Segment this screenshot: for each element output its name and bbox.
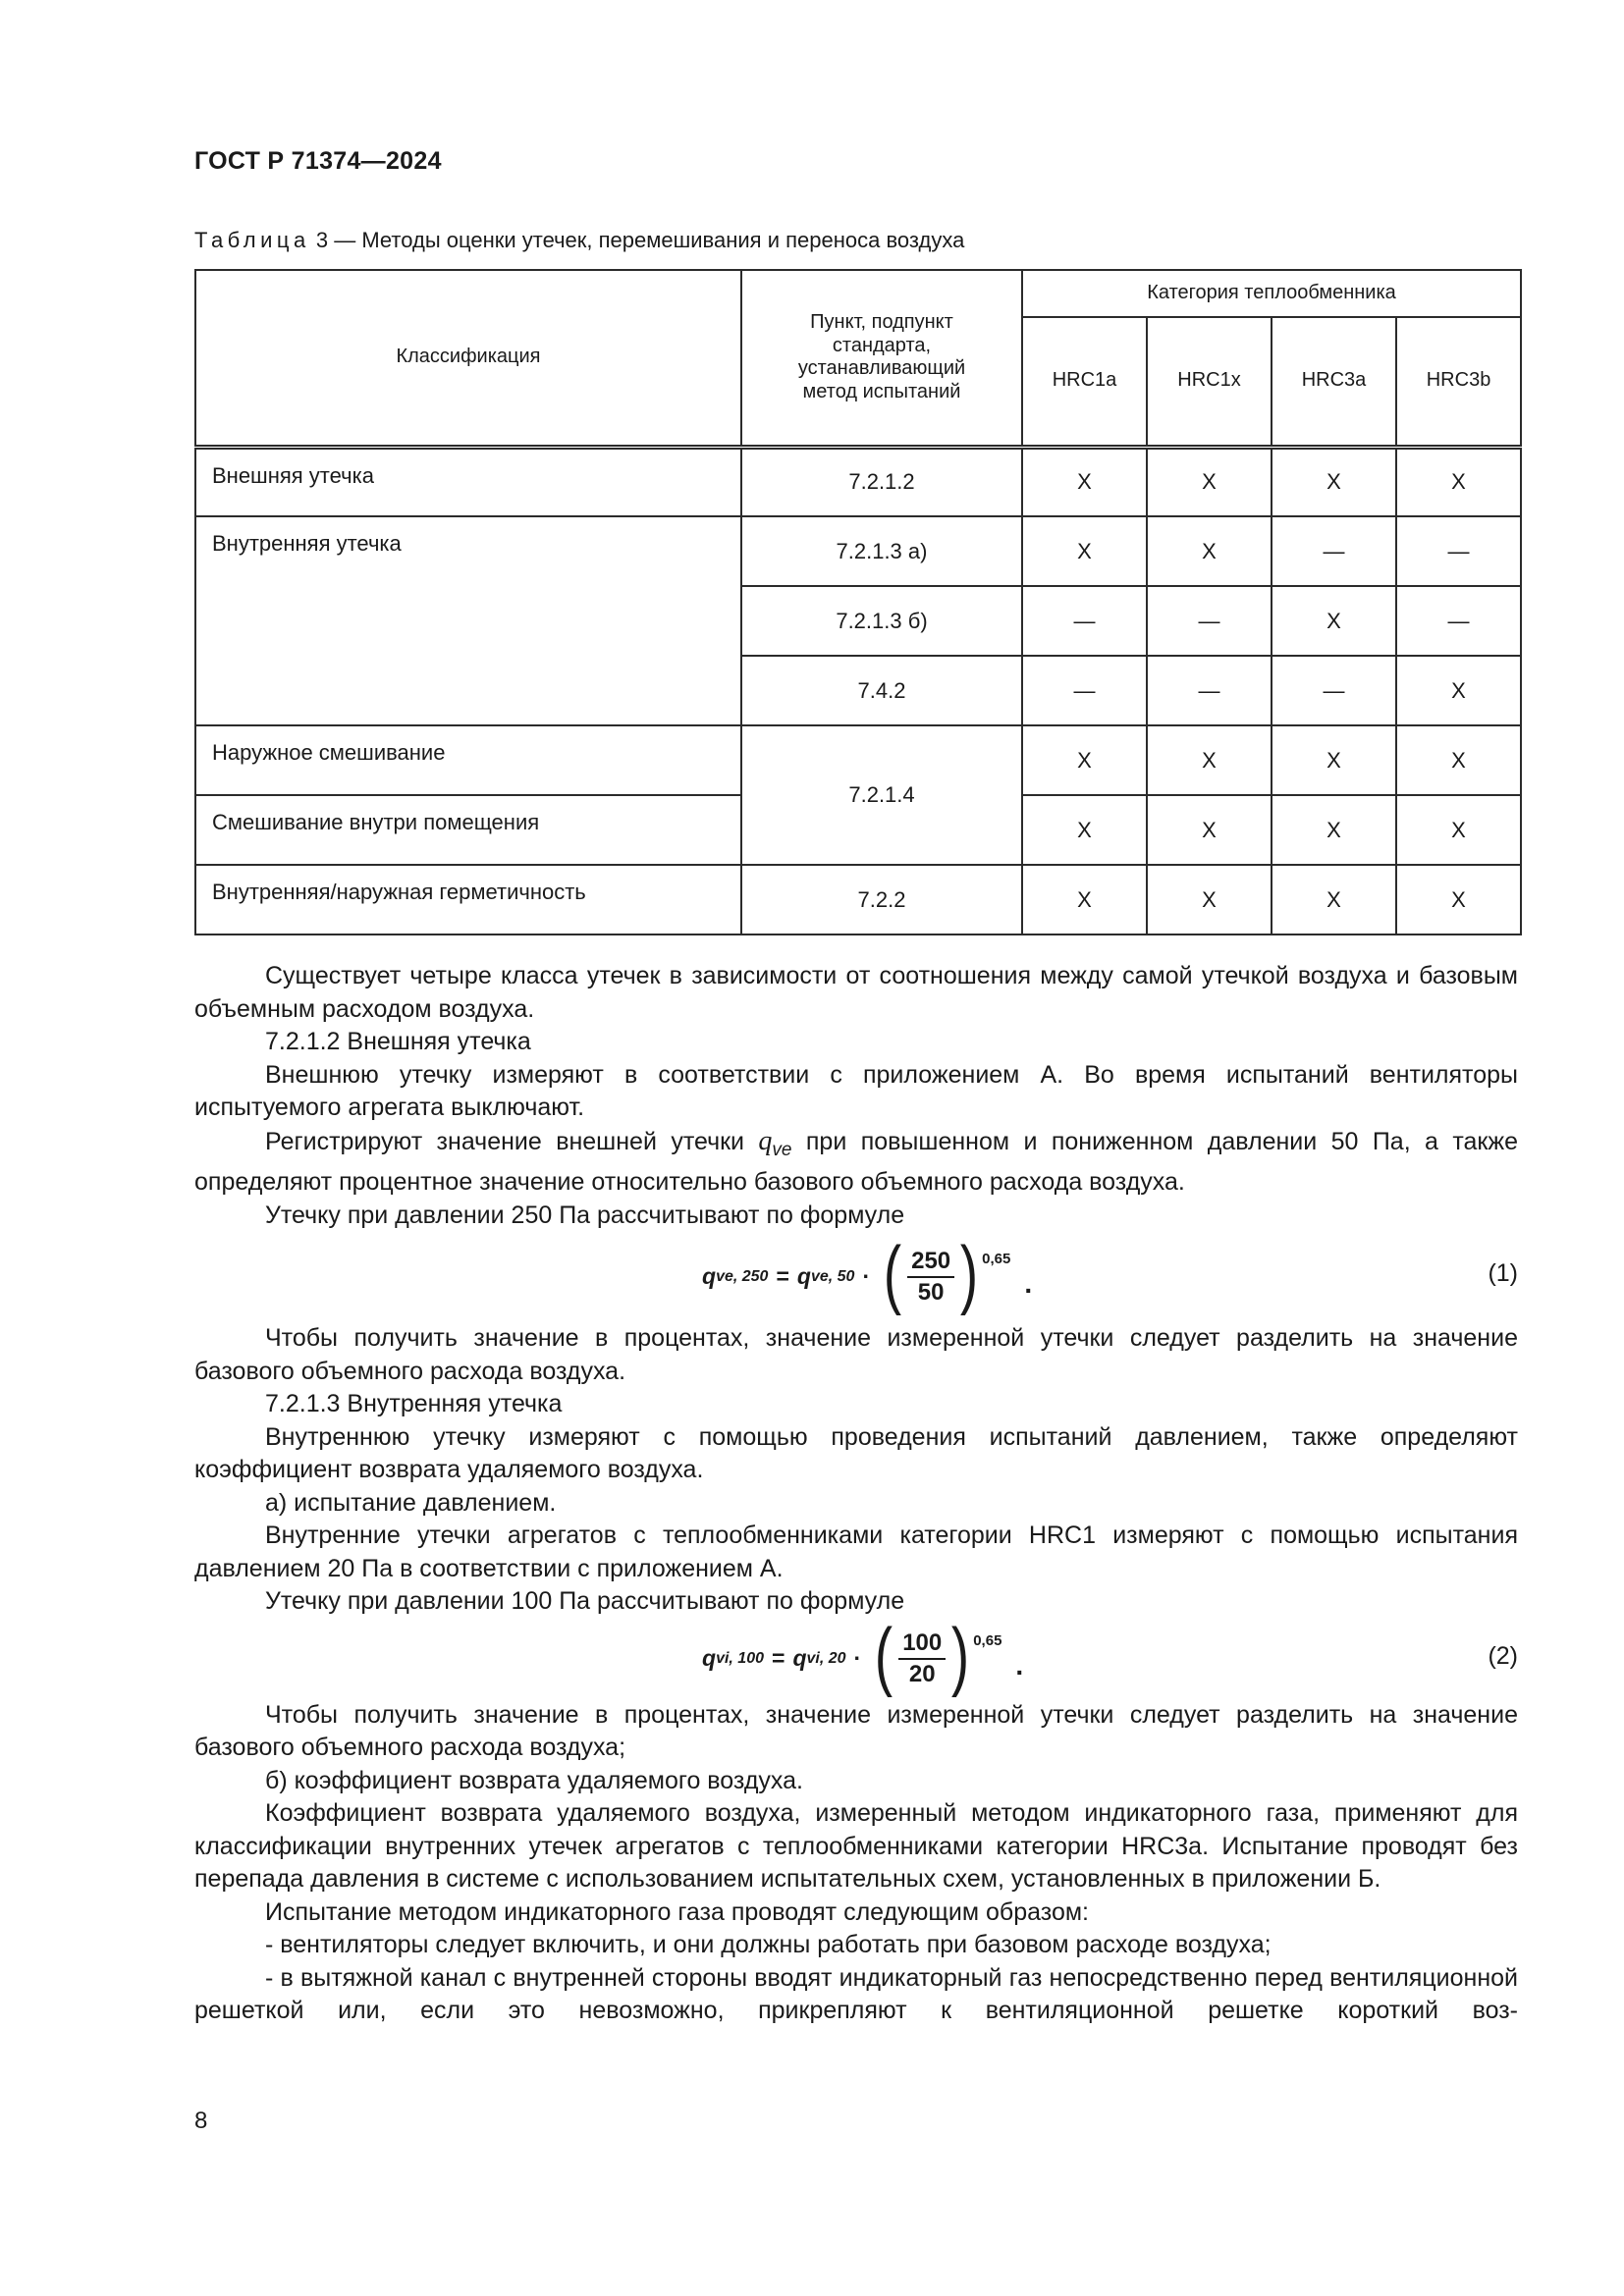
paragraph	[194, 1125, 1518, 1200]
formula-dot: ·	[862, 1263, 871, 1290]
formula-end: .	[1024, 1268, 1033, 1300]
row-mark: —	[1147, 656, 1272, 725]
body-text	[194, 960, 1518, 2028]
row-clause: 7.2.1.2	[741, 447, 1022, 516]
row-clause: 7.2.1.3 б)	[741, 586, 1022, 656]
row-mark: X	[1022, 795, 1147, 865]
section-heading: 7.2.1.3 Внутренняя утечка	[265, 1390, 563, 1417]
row-mark: X	[1272, 586, 1396, 656]
row-mark: X	[1272, 795, 1396, 865]
document-header: ГОСТ Р 71374—2024	[194, 147, 442, 175]
row-name: Внутренняя утечка	[195, 516, 741, 725]
fraction-denominator: 50	[917, 1279, 945, 1306]
section-heading: 7.2.1.2 Внешняя утечка	[265, 1028, 531, 1055]
row-mark: X	[1147, 865, 1272, 934]
list-item: - в вытяжной канал с внутренней стороны вводят индикаторный газ непосредственно перед вентиляционной решеткой или, если это невозможно, прикрепляют к вентиляционной решетке короткий воз-	[194, 1963, 1518, 2024]
row-mark: —	[1396, 586, 1521, 656]
header-hrc1a: HRC1a	[1022, 317, 1147, 447]
row-mark: X	[1022, 516, 1147, 586]
paragraph: Внутреннюю утечку измеряют с помощью проведения испытаний давлением, также определяют коэффициент возврата удаляемого воздуха.	[194, 1422, 1518, 1483]
header-category: Категория теплообменника	[1022, 270, 1521, 317]
table-caption-word: Таблица	[194, 228, 310, 252]
header-hrc3a: HRC3a	[1272, 317, 1396, 447]
row-name: Наружное смешивание	[195, 725, 741, 795]
paragraph: Чтобы получить значение в процентах, значение измеренной утечки следует разделить на значение базового объемного расхода воздуха;	[194, 1700, 1518, 1761]
formula-lhs: q	[702, 1263, 717, 1290]
formula-1	[194, 1232, 1518, 1322]
formula-lhs: q	[702, 1644, 717, 1671]
formula-fraction-group	[871, 1611, 1002, 1698]
row-name: Смешивание внутри помещения	[195, 795, 741, 865]
equation-number: (2)	[1488, 1641, 1518, 1670]
table-row	[195, 725, 1521, 795]
paragraph: б) коэффициент возврата удаляемого воздуха.	[265, 1766, 803, 1794]
table-row	[195, 447, 1521, 516]
formula-expression	[702, 1232, 1032, 1322]
table-caption-title: 3 — Методы оценки утечек, перемешивания и переноса воздуха	[309, 228, 965, 252]
row-mark: —	[1022, 656, 1147, 725]
paren-right: )	[951, 1611, 970, 1698]
row-mark: X	[1396, 865, 1521, 934]
header-hrc1x: HRC1x	[1147, 317, 1272, 447]
paragraph: Утечку при давлении 100 Па рассчитывают по формуле	[265, 1587, 905, 1615]
equation-number: (1)	[1488, 1259, 1518, 1287]
header-hrc3b: HRC3b	[1396, 317, 1521, 447]
row-mark: X	[1022, 725, 1147, 795]
row-mark: X	[1022, 865, 1147, 934]
formula-lhs-sub: vi, 100	[716, 1649, 764, 1667]
symbol-q: q	[758, 1125, 773, 1156]
formula-equals: =	[772, 1644, 785, 1671]
row-mark: X	[1147, 516, 1272, 586]
paren-right: )	[960, 1230, 979, 1316]
formula-expression	[702, 1611, 1024, 1699]
table-caption	[194, 228, 964, 253]
row-mark: X	[1272, 447, 1396, 516]
row-mark: —	[1272, 656, 1396, 725]
row-name: Внешняя утечка	[195, 447, 741, 516]
row-mark: X	[1147, 795, 1272, 865]
formula-rhs: q	[796, 1263, 811, 1290]
row-mark: X	[1022, 447, 1147, 516]
paren-left: (	[875, 1611, 893, 1698]
row-mark: X	[1396, 656, 1521, 725]
list-item: - вентиляторы следует включить, и они должны работать при базовом расходе воздуха;	[265, 1931, 1272, 1958]
paragraph: Испытание методом индикаторного газа проводят следующим образом:	[265, 1897, 1089, 1926]
row-mark: X	[1396, 725, 1521, 795]
row-clause: 7.4.2	[741, 656, 1022, 725]
paragraph: Существует четыре класса утечек в зависимости от соотношения между самой утечкой воздуха и базовым объемным расходом воздуха.	[194, 962, 1518, 1023]
leakage-methods-table	[194, 269, 1522, 935]
row-clause: 7.2.1.4	[741, 725, 1022, 865]
fraction-numerator: 250	[907, 1247, 954, 1278]
formula-fraction-group	[880, 1230, 1011, 1316]
paragraph: Внутренние утечки агрегатов с теплообменниками категории HRC1 измеряют с помощью испытания давлением 20 Па в соответствии с приложением А.	[194, 1522, 1518, 1582]
header-classification: Классификация	[195, 270, 741, 447]
header-clause: Пункт, подпункт стандарта, устанавливающий метод испытаний	[741, 270, 1022, 447]
formula-end: .	[1015, 1649, 1024, 1681]
row-mark: X	[1147, 725, 1272, 795]
table-row	[195, 516, 1521, 586]
row-mark: —	[1022, 586, 1147, 656]
formula-lhs-sub: ve, 250	[716, 1268, 769, 1286]
row-mark: X	[1272, 725, 1396, 795]
formula-fraction	[907, 1247, 954, 1308]
fraction-numerator: 100	[898, 1629, 946, 1660]
row-clause: 7.2.2	[741, 865, 1022, 934]
row-mark: —	[1272, 516, 1396, 586]
formula-rhs-sub: ve, 50	[810, 1268, 855, 1286]
row-mark: —	[1147, 586, 1272, 656]
formula-rhs: q	[792, 1644, 807, 1671]
paragraph-part: при повышенном и пониженном давлении 50 Па, а также определяют процентное значение относительно базового объемного расхода воздуха.	[194, 1127, 1518, 1196]
paragraph: а) испытание давлением.	[265, 1488, 557, 1517]
formula-exponent: 0,65	[982, 1251, 1011, 1267]
row-name: Внутренняя/наружная герметичность	[195, 865, 741, 934]
row-mark: X	[1396, 447, 1521, 516]
paragraph-part: Регистрируют значение внешней утечки	[265, 1127, 759, 1155]
paragraph: Утечку при давлении 250 Па рассчитывают по формуле	[265, 1201, 905, 1229]
formula-2	[194, 1611, 1518, 1699]
paragraph: Коэффициент возврата удаляемого воздуха, измеренный методом индикаторного газа, применяют для классификации внутренних утечек агрегатов с теплообменниками категории HRC3a. Испытание проводят без перепада давления в системе с использованием испытательных схем, установленных в приложении Б.	[194, 1799, 1518, 1893]
row-mark: X	[1272, 865, 1396, 934]
paragraph: Чтобы получить значение в процентах, значение измеренной утечки следует разделить на значение базового объемного расхода воздуха.	[194, 1324, 1518, 1385]
page-number: 8	[194, 2108, 208, 2134]
symbol-sub: ve	[772, 1139, 792, 1160]
row-mark: —	[1396, 516, 1521, 586]
row-clause: 7.2.1.3 а)	[741, 516, 1022, 586]
row-mark: X	[1396, 795, 1521, 865]
formula-exponent: 0,65	[973, 1631, 1002, 1649]
fraction-denominator: 20	[908, 1660, 936, 1687]
table-row	[195, 865, 1521, 934]
formula-equals: =	[776, 1263, 789, 1290]
formula-rhs-sub: vi, 20	[806, 1649, 846, 1667]
paragraph: Внешнюю утечку измеряют в соответствии с приложением А. Во время испытаний вентиляторы испытуемого агрегата выключают.	[194, 1060, 1518, 1121]
paren-left: (	[884, 1230, 902, 1316]
row-mark: X	[1147, 447, 1272, 516]
formula-dot: ·	[853, 1644, 862, 1671]
formula-fraction	[898, 1629, 946, 1689]
